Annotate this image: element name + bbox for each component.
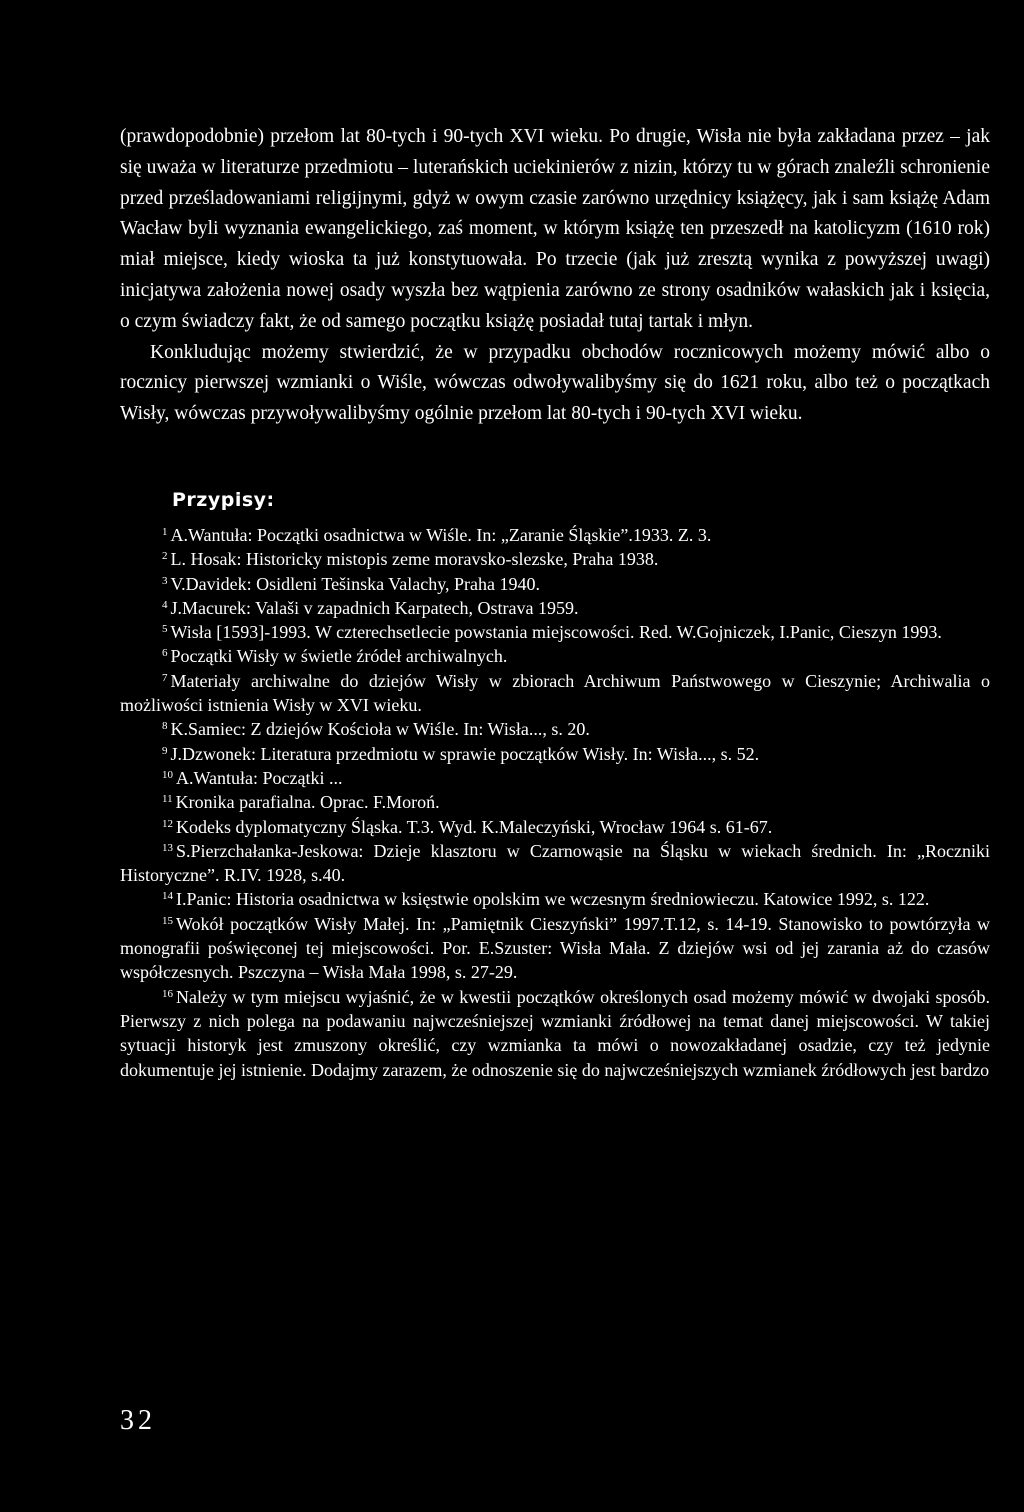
footnote-text: L. Hosak: Historicky mistopis zeme moravsko-slezske, Praha 1938. (170, 549, 659, 570)
footnote-item (120, 985, 990, 1082)
footnotes-heading: Przypisy: (172, 488, 275, 511)
footnote-text: Kronika parafialna. Oprac. F.Moroń. (175, 792, 440, 813)
footnote-text: Kodeks dyplomatyczny Śląska. T.3. Wyd. K.Maleczyński, Wrocław 1964 s. 61-67. (176, 816, 773, 837)
footnote-text: A.Wantuła: Początki ... (176, 767, 343, 788)
footnote-number: 4 (162, 598, 168, 611)
footnote-text: I.Panic: Historia osadnictwa w księstwie opolskim we wczesnym średniowieczu. Katowice 1992, s. 122. (176, 889, 930, 910)
footnote-number: 15 (162, 914, 173, 927)
footnote-text: S.Pierzchałanka-Jeskowa: Dzieje klasztoru w Czarnowąsie na Śląsku w wiekach średnich. In: „Roczniki Historyczne”. R.IV. 1928, s.40. (120, 840, 990, 886)
footnote-number: 6 (162, 647, 168, 660)
footnote-number: 13 (162, 841, 173, 854)
footnote-number: 12 (162, 817, 173, 830)
footnote-number: 2 (162, 550, 168, 563)
footnote-item (120, 717, 990, 741)
footnote-number: 9 (162, 744, 168, 757)
page-number: 32 (120, 1405, 156, 1436)
footnote-text: J.Macurek: Valaši v zapadnich Karpatech, Ostrava 1959. (170, 597, 579, 618)
footnote-item (120, 572, 990, 596)
footnote-number: 5 (162, 623, 168, 636)
footnote-item (120, 669, 990, 718)
footnote-text: K.Samiec: Z dziejów Kościoła w Wiśle. In: Wisła..., s. 20. (170, 719, 590, 740)
footnote-item (120, 547, 990, 571)
footnote-item (120, 742, 990, 766)
footnote-item (120, 790, 990, 814)
footnote-number: 10 (162, 768, 173, 781)
footnote-text: Wisła [1593]-1993. W czterechsetlecie powstania miejscowości. Red. W.Gojniczek, I.Panic, Cieszyn 1993. (170, 622, 942, 643)
footnote-item (120, 887, 990, 911)
footnote-item (120, 766, 990, 790)
footnote-number: 8 (162, 720, 168, 733)
footnote-item (120, 523, 990, 547)
main-text (120, 122, 990, 430)
footnote-text: Wokół początków Wisły Małej. In: „Pamiętnik Cieszyński” 1997.T.12, s. 14-19. Stanowisko to powtórzyła w monografii poświęconej tej miejscowości. Por. E.Szuster: Wisła Mała. Z dziejów wsi od jej zarania aż do czasów współczesnych. Pszczyna – Wisła Mała 1998, s. 27-29. (120, 913, 990, 983)
footnote-text: V.Davidek: Osidleni Tešinska Valachy, Praha 1940. (170, 573, 541, 594)
footnote-number: 3 (162, 574, 168, 587)
footnote-number: 11 (162, 793, 173, 806)
footnote-number: 16 (162, 987, 173, 1000)
footnote-number: 7 (162, 671, 168, 684)
footnote-text: Należy w tym miejscu wyjaśnić, że w kwestii początków określonych osad możemy mówić w dwojaki sposób. Pierwszy z nich polega na podawaniu najwcześniejszej wzmianki źródłowej na temat danej miejscowości. W takiej sytuacji historyk jest zmuszony określić, czy wzmianka ta mówi o nowozakładanej osadzie, czy też jedynie dokumentuje jej istnienie. Dodajmy zarazem, że odnoszenie się do najwcześniejszych wzmianek źródłowych jest bardzo (120, 986, 990, 1080)
footnote-item (120, 839, 990, 888)
footnote-item (120, 620, 990, 644)
body-paragraph: (prawdopodobnie) przełom lat 80-tych i 90-tych XVI wieku. Po drugie, Wisła nie była zakładana przez – jak się uważa w literaturze przedmiotu – luterańskich uciekinierów z nizin, którzy tu w górach znaleźli schronienie przed prześladowaniami religijnymi, gdyż w owym czasie zarówno urzędnicy książęcy, jak i sam książę Adam Wacław byli wyznania ewangelickiego, zaś moment, w którym książę ten przeszedł na katolicyzm (1610 rok) miał miejsce, kiedy wioska ta już konstytuowała. Po trzecie (jak już zresztą wynika z powyższej uwagi) inicjatywa założenia nowej osady wyszła bez wątpienia zarówno ze strony osadników wałaskich jak i księcia, o czym świadczy fakt, że od samego początku książę posiadał tutaj tartak i młyn. (120, 126, 990, 332)
footnote-item (120, 644, 990, 668)
footnote-text: Materiały archiwalne do dziejów Wisły w zbiorach Archiwum Państwowego w Cieszynie; Archiwalia o możliwości istnienia Wisły w XVI wieku. (120, 670, 990, 716)
page-content (120, 122, 990, 1082)
footnote-text: J.Dzwonek: Literatura przedmiotu w sprawie początków Wisły. In: Wisła..., s. 52. (170, 743, 760, 764)
body-paragraph: Konkludując możemy stwierdzić, że w przypadku obchodów rocznicowych możemy mówić albo o rocznicy pierwszej wzmianki o Wiśle, wówczas odwoływalibyśmy się do 1621 roku, albo też o początkach Wisły, wówczas przywoływalibyśmy ogólnie przełom lat 80-tych i 90-tych XVI wieku. (120, 341, 990, 425)
footnotes-list (120, 523, 990, 1082)
footnote-item (120, 912, 990, 985)
footnote-text: Początki Wisły w świetle źródeł archiwalnych. (170, 646, 508, 667)
footnote-text: A.Wantuła: Początki osadnictwa w Wiśle. In: „Zaranie Śląskie”.1933. Z. 3. (170, 524, 712, 545)
footnote-item (120, 815, 990, 839)
footnote-item (120, 596, 990, 620)
footnote-number: 1 (162, 525, 168, 538)
footnote-number: 14 (162, 890, 173, 903)
